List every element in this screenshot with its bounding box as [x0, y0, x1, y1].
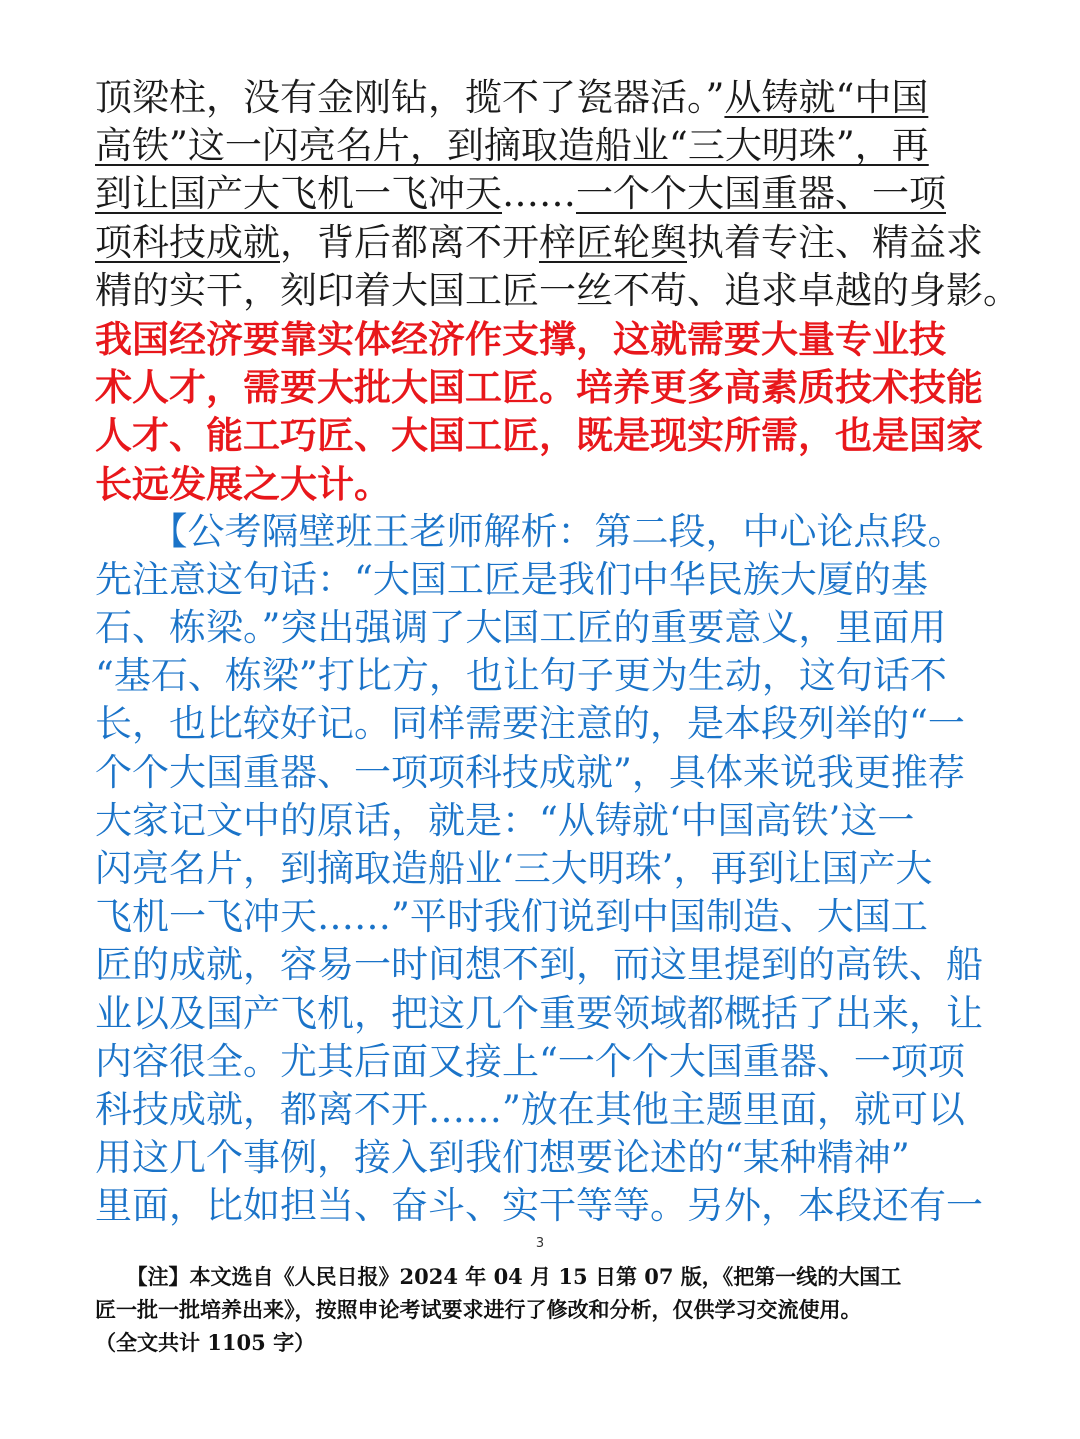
footnote-line: （全文共计 1105 字） [95, 1330, 316, 1355]
text-line: 人才、能工巧匠、大国工匠，既是现实所需，也是国家 [95, 413, 983, 458]
text-run: 精的实干，刻印着大国工匠一丝不苟、追求卓越的身影。 [95, 268, 1020, 312]
underlined-text: 从铸就“中国 [724, 76, 929, 119]
underlined-text: 高铁”这一闪亮名片，到摘取造船业“三大明珠”，再 [95, 124, 929, 168]
text-line: 匠的成就，容易一时间想不到，而这里提到的高铁、船 [95, 943, 983, 987]
text-line: 内容很全。尤其后面又接上“一个个大国重器、一项项 [95, 1039, 965, 1083]
text-line [95, 170, 990, 218]
text-run: 顶梁柱，没有金刚钻，揽不了瓷器活。” [95, 76, 725, 119]
page-number: 3 [535, 1236, 545, 1251]
text-line: 长远发展之大计。 [95, 461, 391, 506]
underlined-text: 到让国产大飞机一飞冲天 [95, 172, 502, 216]
underlined-text: 项科技成就 [95, 220, 280, 264]
text-line: 业以及国产飞机，把这几个重要领域都概括了出来，让 [95, 991, 983, 1035]
text-line: 科技成就，都离不开……”放在其他主题里面，就可以 [95, 1087, 965, 1131]
text-line: 石、栋梁。”突出强调了大国工匠的重要意义，里面用 [95, 606, 947, 650]
text-line: 飞机一飞冲天……”平时我们说到中国制造、大国工 [95, 895, 928, 939]
paragraph-3-analysis [95, 508, 990, 1231]
text-run: …… [502, 172, 576, 216]
text-run: 执着专注、精益求 [687, 220, 983, 264]
underlined-text: 梓匠轮舆 [539, 220, 687, 264]
footnote [95, 1260, 995, 1359]
underlined-text: 一个个大国重器、一项 [576, 172, 946, 216]
paragraph-2-key-point [95, 315, 990, 508]
text-line: 先注意这句话：“大国工匠是我们中华民族大厦的基 [95, 557, 928, 601]
text-line: 大家记文中的原话，就是：“从铸就‘中国高铁’这一 [95, 798, 915, 842]
text-line [95, 267, 1020, 315]
text-run: ，背后都离不开 [280, 220, 539, 264]
text-line: 【公考隔壁班王老师解析：第二段，中心论点段。 [95, 509, 965, 553]
text-line: 个个大国重器、一项项科技成就”，具体来说我更推荐 [95, 750, 965, 794]
text-line: 闪亮名片，到摘取造船业‘三大明珠’，再到让国产大 [95, 847, 933, 890]
paragraph-1 [95, 74, 1020, 315]
footnote-line: 【注】本文选自《人民日报》2024 年 04 月 15 日第 07 版，《把第一线的大国工 [95, 1264, 902, 1289]
text-line [95, 74, 990, 122]
text-line: “基石、栋梁”打比方，也让句子更为生动，这句话不 [95, 654, 947, 698]
text-line [95, 122, 990, 170]
text-line: 里面，比如担当、奋斗、实干等等。另外，本段还有一 [95, 1184, 983, 1228]
text-line: 用这几个事例，接入到我们想要论述的“某种精神” [95, 1136, 910, 1180]
text-line [95, 219, 990, 267]
text-line: 术人才，需要大批大国工匠。培养更多高素质技术技能 [95, 365, 983, 410]
text-line: 长，也比较好记。同样需要注意的，是本段列举的“一 [95, 702, 965, 746]
text-line: 我国经济要靠实体经济作支撑，这就需要大量专业技 [95, 316, 946, 361]
article-body [95, 74, 1020, 1231]
footnote-line: 匠一批一批培养出来》，按照申论考试要求进行了修改和分析，仅供学习交流使用。 [95, 1297, 862, 1322]
